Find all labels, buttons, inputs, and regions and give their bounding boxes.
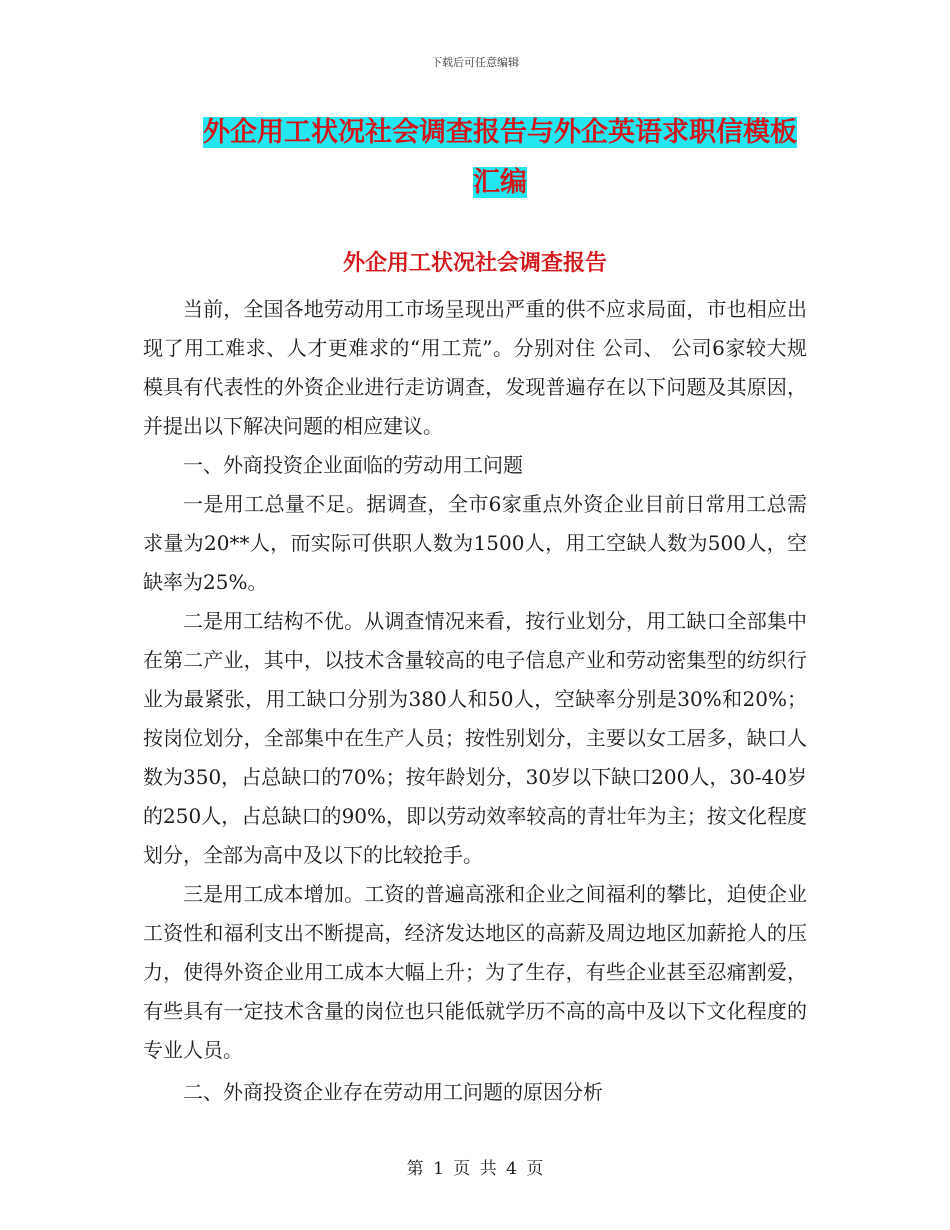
section-title: 外企用工状况社会调查报告 (342, 251, 607, 276)
document-body (143, 290, 807, 1112)
paragraph-heading-2: 二、外商投资企业存在劳动用工问题的原因分析 (183, 1080, 603, 1104)
paragraph-total-shortage: 一是用工总量不足。据调查，全市6家重点外资企业目前日常用工总需求量为20**人，而实际可供职人数为1500人，用工空缺人数为500人，空缺率为25%。 (143, 492, 807, 594)
paragraph-intro: 当前，全国各地劳动用工市场呈现出严重的供不应求局面，市也相应出现了用工难求、人才更难求的“用工荒”。分别对住 公司、 公司6家较大规模具有代表性的外资企业进行走访调查，发现普遍存在以下问题及其原因，并提出以下解决问题的相应建议。 (143, 297, 807, 438)
page-header-note: 下载后可任意编辑 (431, 56, 519, 69)
page-number: 第 1 页 共 4 页 (406, 1159, 544, 1179)
document-title-text: 外企用工状况社会调查报告与外企英语求职信模板汇编 (203, 117, 797, 198)
paragraph-structure: 二是用工结构不优。从调查情况来看，按行业划分，用工缺口全部集中在第二产业，其中，以技术含量较高的电子信息产业和劳动密集型的纺织行业为最紧张，用工缺口分别为380人和50人，空缺率分别是30%和20%；按岗位划分，全部集中在生产人员；按性别划分，主要以女工居多，缺口人数为350，占总缺口的70%；按年龄划分，30岁以下缺口200人，30-40岁的250人，占总缺口的90%，即以劳动效率较高的青壮年为主；按文化程度划分，全部为高中及以下的比较抢手。 (143, 609, 807, 867)
paragraph-heading-1: 一、外商投资企业面临的劳动用工问题 (183, 453, 523, 477)
document-title (195, 108, 805, 208)
paragraph-cost: 三是用工成本增加。工资的普遍高涨和企业之间福利的攀比，迫使企业工资性和福利支出不断提高，经济发达地区的高薪及周边地区加薪抢人的压力，使得外资企业用工成本大幅上升；为了生存，有些企业甚至忍痛割爱，有些具有一定技术含量的岗位也只能低就学历不高的高中及以下文化程度的专业人员。 (143, 882, 807, 1062)
